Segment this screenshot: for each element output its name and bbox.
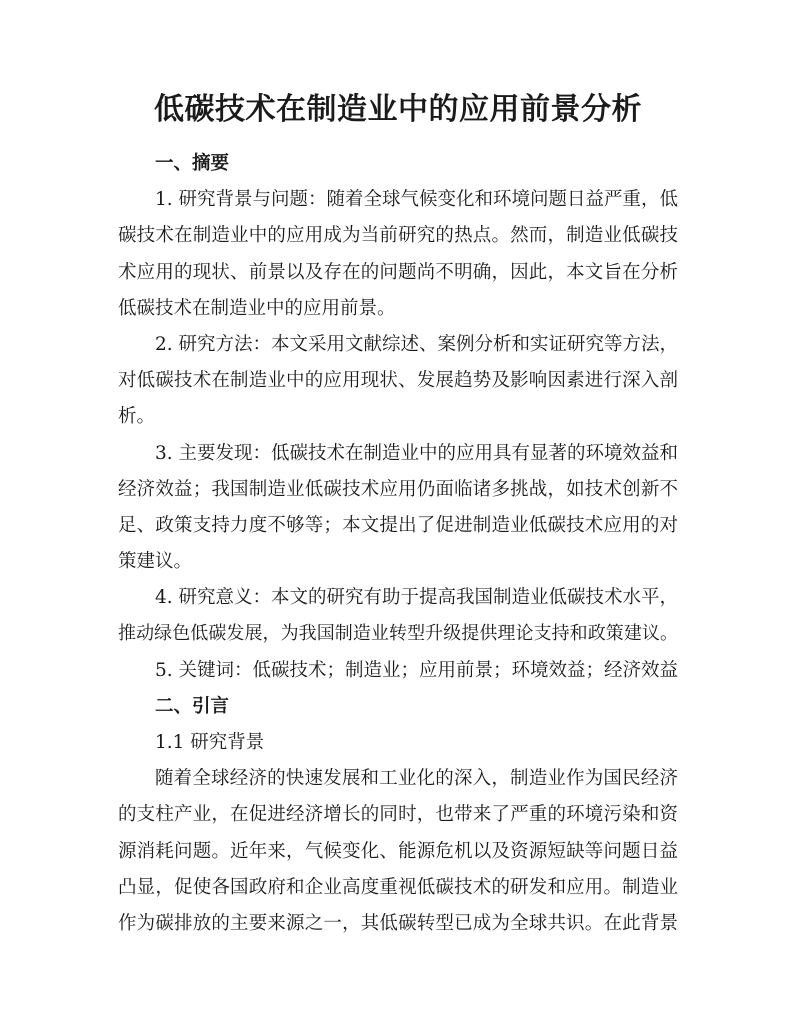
- paragraph-line: 经济效益；我国制造业低碳技术应用仍面临诸多挑战，如技术创新不: [118, 478, 678, 500]
- paragraph-line: 凸显，促使各国政府和企业高度重视低碳技术的研发和应用。制造业: [118, 876, 678, 898]
- paragraph-line: 推动绿色低碳发展，为我国制造业转型升级提供理论支持和政策建议。: [118, 623, 678, 645]
- paragraph-line: 析。: [118, 406, 156, 428]
- paragraph-line: 2. 研究方法：本文采用文献综述、案例分析和实证研究等方法，: [155, 333, 678, 355]
- paragraph-line: 源消耗问题。近年来，气候变化、能源危机以及资源短缺等问题日益: [118, 840, 678, 862]
- document-body: [118, 146, 678, 942]
- paragraph-line: 对低碳技术在制造业中的应用现状、发展趋势及影响因素进行深入剖: [118, 370, 678, 392]
- paragraph-line: 随着全球经济的快速发展和工业化的深入，制造业作为国民经济: [155, 768, 678, 790]
- paragraph-line: 碳技术在制造业中的应用成为当前研究的热点。然而，制造业低碳技: [118, 225, 678, 247]
- section-heading: 一、摘要: [155, 153, 230, 174]
- paragraph-line: 4. 研究意义：本文的研究有助于提高我国制造业低碳技术水平，: [155, 587, 678, 609]
- document-title: 低碳技术在制造业中的应用前景分析: [154, 92, 642, 127]
- paragraph-line: 3. 主要发现：低碳技术在制造业中的应用具有显著的环境效益和: [155, 442, 678, 464]
- paragraph-line: 足、政策支持力度不够等；本文提出了促进制造业低碳技术应用的对: [118, 514, 678, 536]
- paragraph-line: 策建议。: [118, 551, 193, 573]
- paragraph-line: 术应用的现状、前景以及存在的问题尚不明确，因此，本文旨在分析: [118, 261, 678, 283]
- paragraph-line: 的支柱产业，在促进经济增长的同时，也带来了严重的环境污染和资: [118, 804, 678, 826]
- subsection-heading: 1.1 研究背景: [155, 732, 265, 753]
- paragraph-line: 作为碳排放的主要来源之一，其低碳转型已成为全球共识。在此背景: [118, 912, 678, 934]
- paragraph-line: 1. 研究背景与问题：随着全球气候变化和环境问题日益严重，低: [155, 189, 678, 211]
- paragraph-line: 低碳技术在制造业中的应用前景。: [118, 297, 396, 319]
- section-heading: 二、引言: [155, 695, 230, 717]
- paragraph-line: 5. 关键词：低碳技术；制造业；应用前景；环境效益；经济效益: [155, 659, 678, 681]
